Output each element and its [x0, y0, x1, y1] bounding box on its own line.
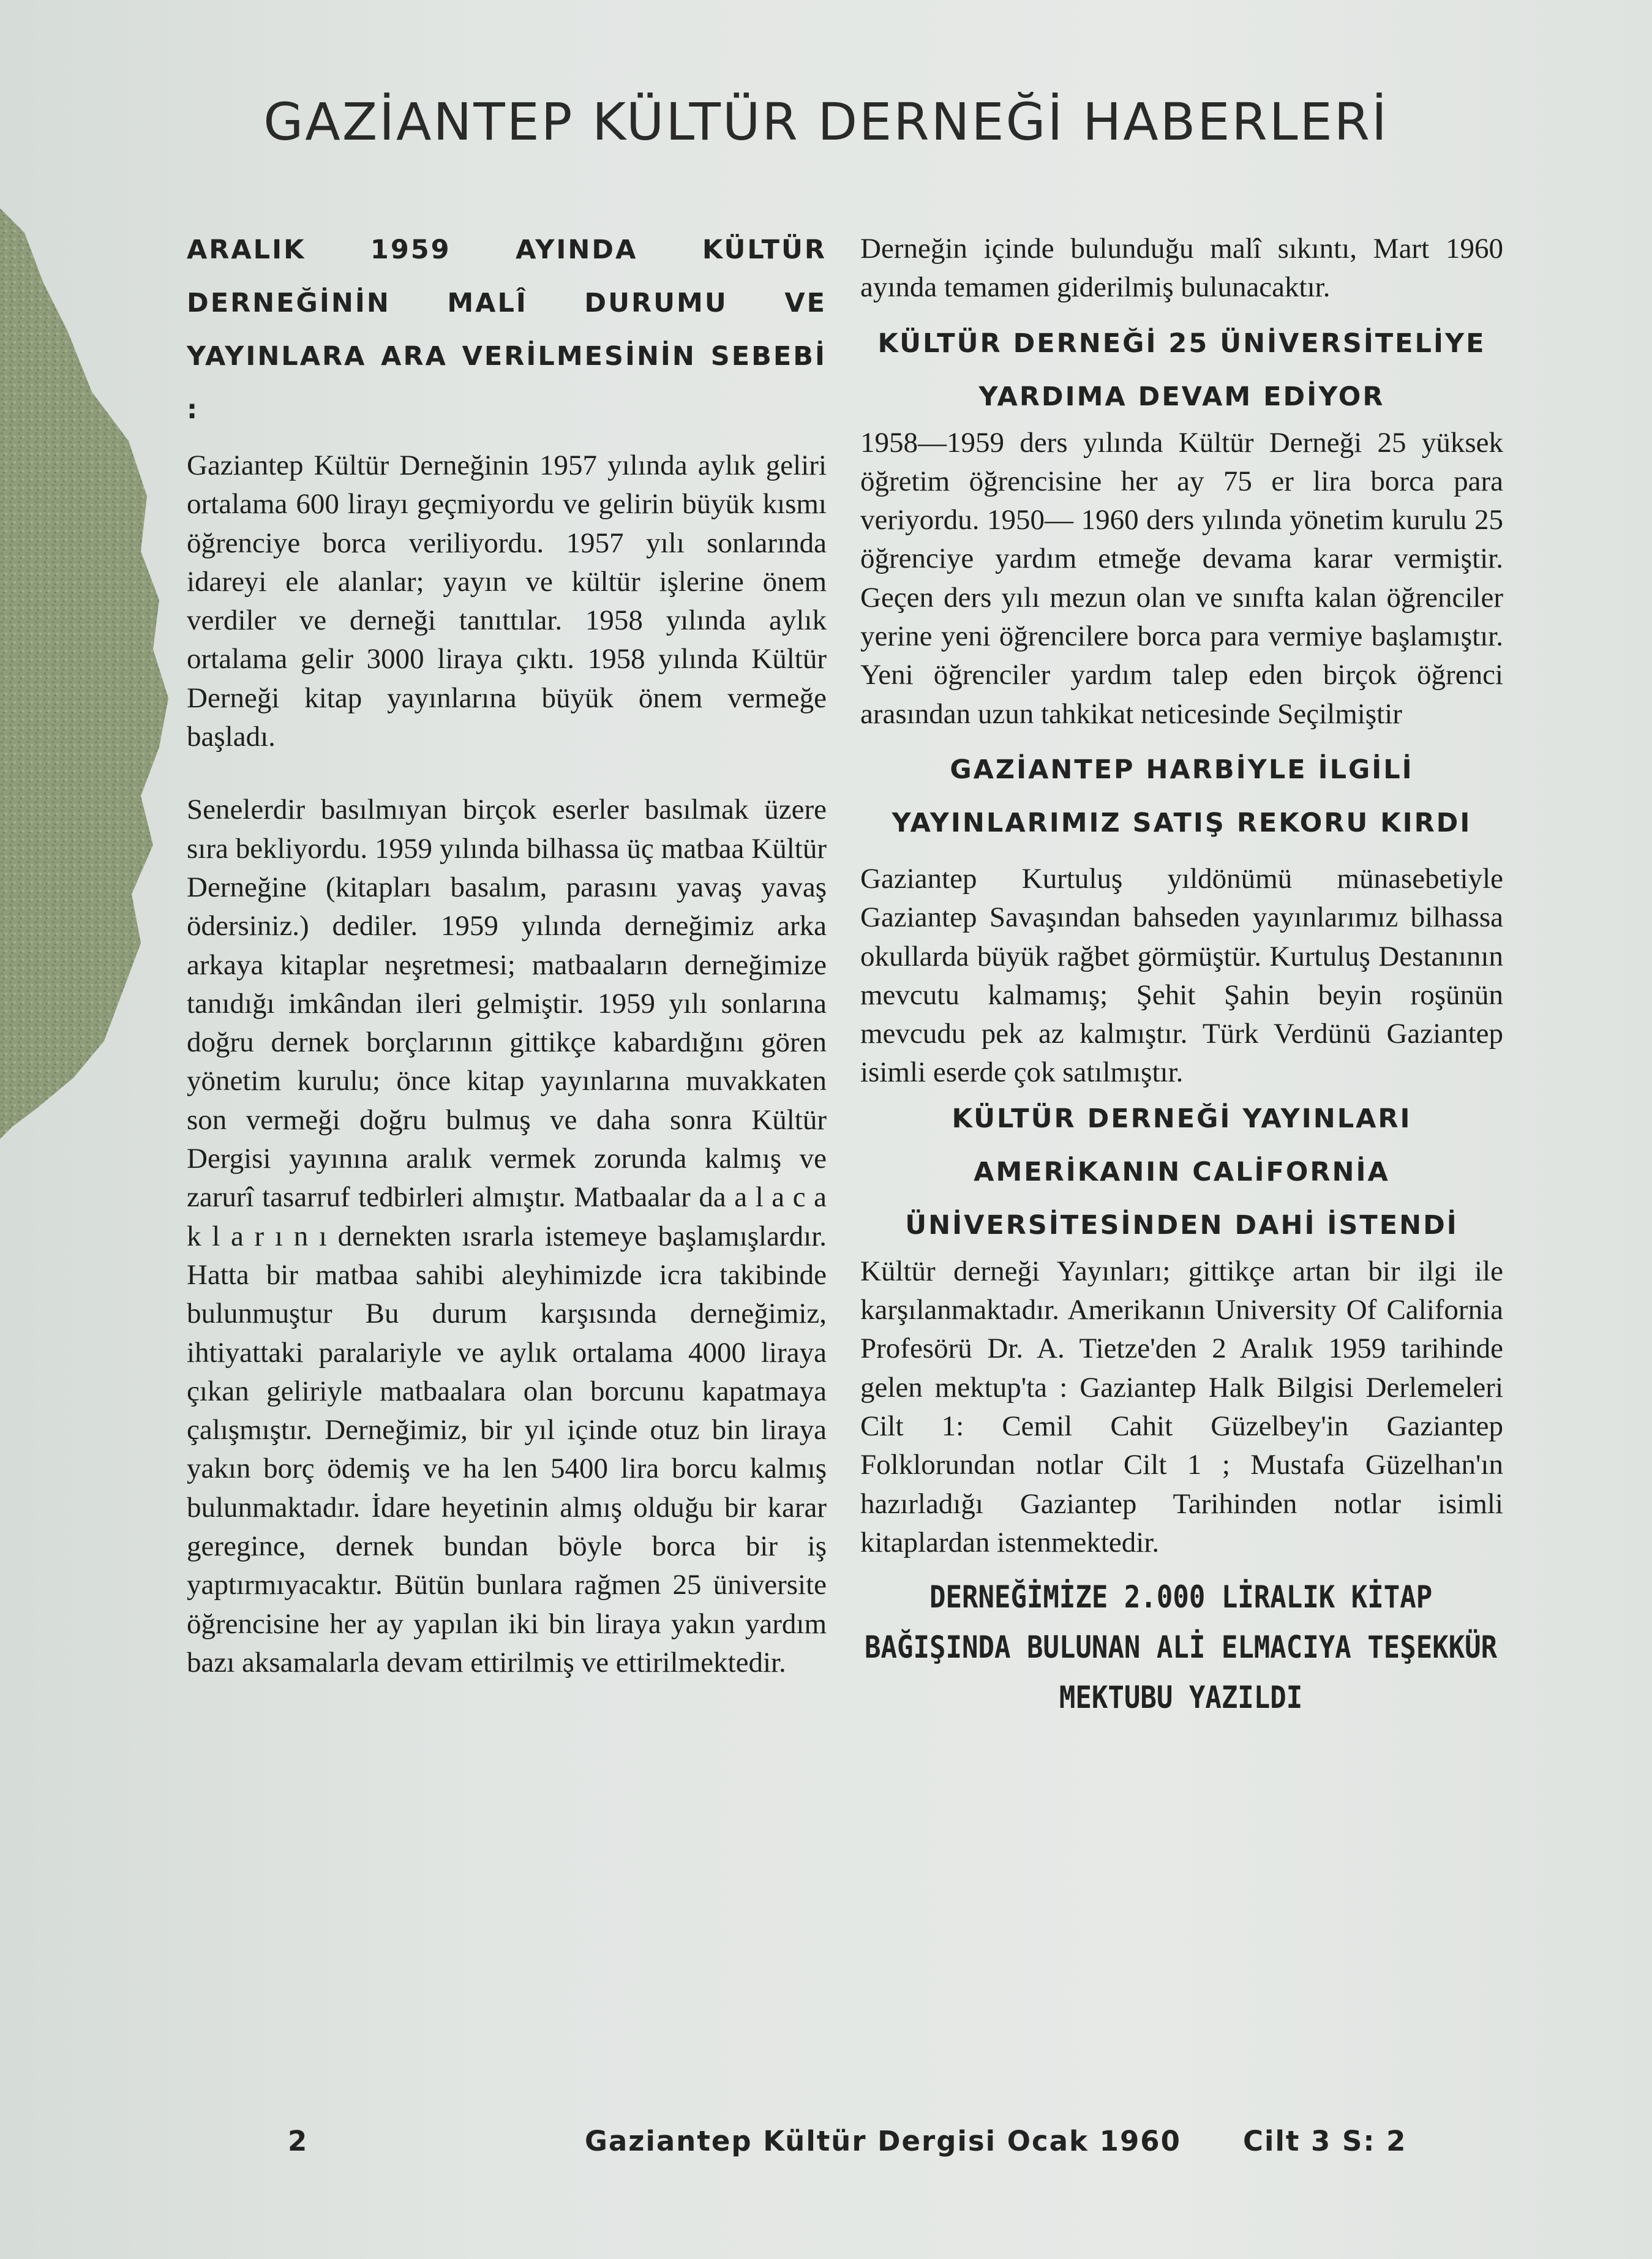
section-3-heading: KÜLTÜR DERNEĞİ YAYINLARI AMERİKANIN CALİFORNİA ÜNİVERSİTESİNDEN DAHİ İSTENDİ [905, 1103, 1459, 1241]
page-footer [0, 2125, 1652, 2168]
section-1-body: 1958—1959 ders yılında Kültür Derneği 25 yüksek öğretim öğrencisine her ay 75 er lira borca para veriyordu. 1950— 1960 ders yılında yönetim kurulu 25 öğrenciye yardım etmeğe devama karar vermiştir. Geçen ders yılı mezun olan ve sınıfta kalan öğrenciler yerine yeni öğrencilere borca para vermiye başlamıştır. Yeni öğrenciler yardım talep eden birçok öğrenci arasından uzun tahkikat neticesinde Seçilmiştir [860, 426, 1503, 730]
footer-page-number: 2 [288, 2125, 309, 2157]
left-paragraph-2: Senelerdir basılmıyan birçok eserler basılmak üzere sıra bekliyordu. 1959 yılında bilhassa üç matbaa Kültür Derneğine (kitapları basalım, parasını yavaş yavaş ödersiniz.) dediler. 1959 yılında derneğimiz arka arkaya kitaplar neşretmesi; matbaaların derneğimize tanıdığı imkândan ileri gelmiştir. 1959 yılı sonlarına doğru dernek borçlarının gittikçe kabardığını gören yönetim kurulu; önce kitap yayınlarına muvakkaten son vermeği doğru bulmuş ve daha sonra Kültür Dergisi yayınına aralık vermek zorunda kalmış ve zarurî tasarruf tedbirleri almıştır. Matbaalar da a l a c a k l a r ı n ı dernekten ısrarla istemeye başlamışlardır. Hatta bir matbaa sahibi aleyhimizde icra takibinde bulunmuştur Bu durum karşısında derneğimiz, ihtiyattaki paralariyle ve aylık ortalama 4000 liraya çıkan geliriyle matbaalara olan borcunu kapatmaya çalışmıştır. Derneğimiz, bir yıl içinde otuz bin liraya yakın borç ödemiş ve ha len 5400 lira borcu kalmış bulunmaktadır. İdare heyetinin almış olduğu bir karar geregince, dernek bundan böyle borca bir iş yaptırmıyacaktır. Bütün bunlara rağmen 25 üniversite öğrencisine her ay yapılan iki bin liraya yakın yardım bazı aksamalarla devam ettirilmiş ve ettirilmektedir. [187, 794, 827, 1678]
torn-paper-edge [0, 208, 184, 1139]
left-column [187, 224, 827, 1682]
masthead-title: GAZİANTEP KÜLTÜR DERNEĞİ HABERLERİ [263, 92, 1389, 152]
section-2-heading: GAZİANTEP HARBİYLE İLGİLİ YAYINLARIMIZ SATIŞ REKORU KIRDI [892, 754, 1472, 838]
footer-publication: Gaziantep Kültür Dergisi Ocak 1960 [585, 2125, 1181, 2157]
section-4-heading: DERNEĞİMİZE 2.000 LİRALIK KİTAP BAĞIŞINDA BULUNAN ALİ ELMACIYA TEŞEKKÜR MEKTUBU YAZILDI [865, 1579, 1498, 1716]
section-2-body: Gaziantep Kurtuluş yıldönümü münasebetiyle Gaziantep Savaşından bahseden yayınlarımız bilhassa okullarda büyük rağbet görmüştür. Kurtuluş Destanının mevcutu kalmamış; Şehit Şahin beyin roşünün mevcudu pek az kalmıştır. Türk Verdünü Gaziantep isimli eserde çok satılmıştır. [860, 862, 1503, 1089]
left-paragraph-1: Gaziantep Kültür Derneğinin 1957 yılında aylık geliri ortalama 600 lirayı geçmiyordu ve gelirin büyük kısmı öğrenciye borca veriliyordu. 1957 yılı sonlarında idareyi ele alanlar; yayın ve kültür işlerine önem verdiler ve derneği tanıttılar. 1958 yılında aylık ortalama gelir 3000 liraya çıktı. 1958 yılında Kültür Derneği kitap yayınlarına büyük önem vermeğe başladı. [187, 449, 827, 753]
section-1-heading: KÜLTÜR DERNEĞİ 25 ÜNİVERSİTELİYE YARDIMA DEVAM EDİYOR [877, 328, 1486, 412]
right-intro-paragraph: Derneğin içinde bulunduğu malî sıkıntı, Mart 1960 ayında temamen giderilmiş bulunacaktır. [860, 233, 1503, 304]
footer-volume: Cilt 3 S: 2 [1243, 2125, 1407, 2157]
left-heading: ARALIK 1959 AYINDA KÜLTÜR DERNEĞİNİN MALÎ DURUMU VE YAYINLARA ARA VERİLMESİNİN SEBEBİ : [187, 235, 827, 425]
section-3-body: Kültür derneği Yayınları; gittikçe artan bir ilgi ile karşılanmaktadır. Amerikanın University Of California Profesörü Dr. A. Tietze'den 2 Aralık 1959 tarihinde gelen mektup'ta : Gaziantep Halk Bilgisi Derlemeleri Cilt 1: Cemil Cahit Güzelbey'in Gaziantep Folklorundan notlar Cilt 1 ; Mustafa Güzelhan'ın hazırladığı Gaziantep Tarihinden notlar isimli kitaplardan istenmektedir. [860, 1255, 1503, 1558]
right-column [860, 230, 1503, 1723]
